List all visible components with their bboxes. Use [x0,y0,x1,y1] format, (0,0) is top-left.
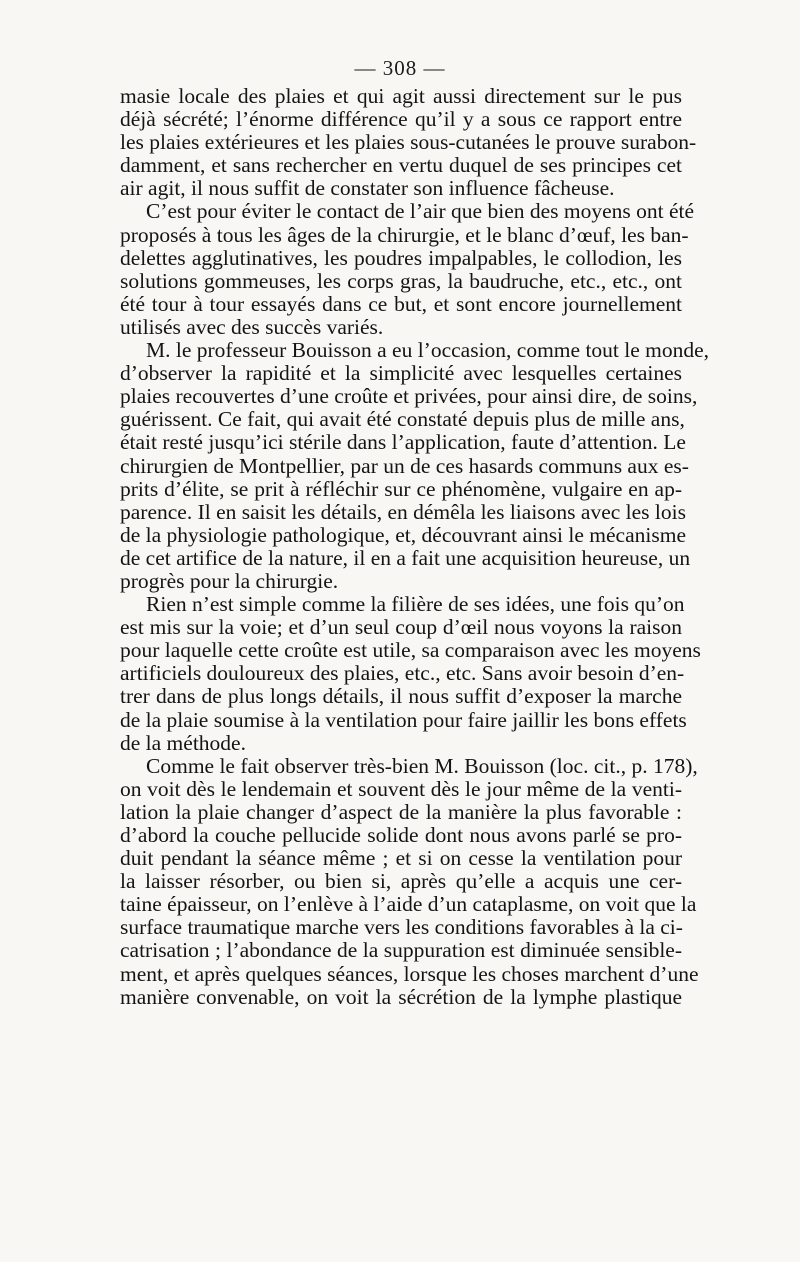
text-line: artificiels douloureux des plaies, etc., etc. Sans avoir besoin d’en- [120,661,685,686]
text-line: chirurgien de Montpellier, par un de ces hasards communs aux es- [120,453,689,478]
text-line: d’abord la couche pellucide solide dont nous avons parlé se pro- [120,823,682,847]
text-line: est mis sur la voie; et d’un seul coup d’œil nous voyons la raison [120,615,682,640]
text-line: C’est pour éviter le contact de l’air que bien des moyens ont été [146,199,695,224]
text-line: lation la plaie changer d’aspect de la manière la plus favorable : [120,799,682,824]
text-line: de la méthode. [120,730,246,755]
text-line: taine épaisseur, on l’enlève à l’aide d’un cataplasme, on voit que la [120,892,697,917]
text-line: était resté jusqu’ici stérile dans l’application, faute d’attention. Le [120,430,686,455]
text-line: de la plaie soumise à la ventilation pour faire jaillir les bons effets [120,707,687,732]
page-number: — 308 — [354,56,446,80]
paragraph-1 [120,84,697,201]
text-line: proposés à tous les âges de la chirurgie, et le blanc d’œuf, les ban- [120,222,689,247]
text-line: masie locale des plaies et qui agit aussi directement sur le pus [120,84,682,108]
text-line: de cet artifice de la nature, il en a fait une acquisition heureuse, un [120,545,691,570]
text-line: la laisser résorber, ou bien si, après qu’elle a acquis une cer- [120,869,682,894]
text-line: surface traumatique marche vers les conditions favorables à la ci- [120,915,683,940]
paragraph-4 [120,592,701,755]
text-line: damment, et sans rechercher en vertu duquel de ses principes cet [120,153,682,178]
paragraph-3 [120,338,710,593]
text-line: catrisation ; l’abondance de la suppuration est diminuée sensible- [120,938,682,963]
text-line: parence. Il en saisit les détails, en démêla les liaisons avec les lois [120,499,686,524]
text-line: guérissent. Ce fait, qui avait été constaté depuis plus de mille ans, [120,407,685,432]
text-line: déjà sécrété; l’énorme différence qu’il y a sous ce rapport entre [120,107,682,132]
text-line: trer dans de plus longs détails, il nous suffit d’exposer la marche [120,684,682,709]
text-line: ment, et après quelques séances, lorsque les choses marchent d’une [120,961,699,986]
text-line: progrès pour la chirurgie. [120,568,339,593]
text-line: Rien n’est simple comme la filière de ses idées, une fois qu’on [146,592,685,617]
text-line: été tour à tour essayés dans ce but, et sont encore journellement [120,291,682,316]
text-line: on voit dès le lendemain et souvent dès le jour même de la venti- [120,776,682,801]
text-line: prits d’élite, se prit à réfléchir sur ce phénomène, vulgaire en ap- [120,476,682,501]
text-line: utilisés avec des succès variés. [120,314,384,339]
text-line: Comme le fait observer très-bien M. Bouisson (loc. cit., p. 178), [146,753,698,778]
text-line: delettes agglutinatives, les poudres impalpables, le collodion, les [120,245,682,270]
text-line: de la physiologie pathologique, et, découvrant ainsi le mécanisme [120,522,687,547]
text-line: duit pendant la séance même ; et si on cesse la ventilation pour [120,846,682,871]
paragraph-2 [120,199,695,339]
text-line: manière convenable, on voit la sécrétion de la lymphe plastique [120,984,682,1009]
text-line: pour laquelle cette croûte est utile, sa comparaison avec les moyens [120,638,701,663]
text-line: M. le professeur Bouisson a eu l’occasion, comme tout le monde, [146,338,710,363]
text-line: plaies recouvertes d’une croûte et privées, pour ainsi dire, de soins, [120,384,698,409]
body-text [120,84,710,1009]
text-line: air agit, il nous suffit de constater son influence fâcheuse. [120,176,615,201]
text-line: d’observer la rapidité et la simplicité avec lesquelles certaines [120,361,682,386]
text-line: solutions gommeuses, les corps gras, la baudruche, etc., etc., ont [120,268,682,293]
paragraph-5 [120,753,699,1009]
text-line: les plaies extérieures et les plaies sous-cutanées le prouve surabon- [120,130,697,155]
